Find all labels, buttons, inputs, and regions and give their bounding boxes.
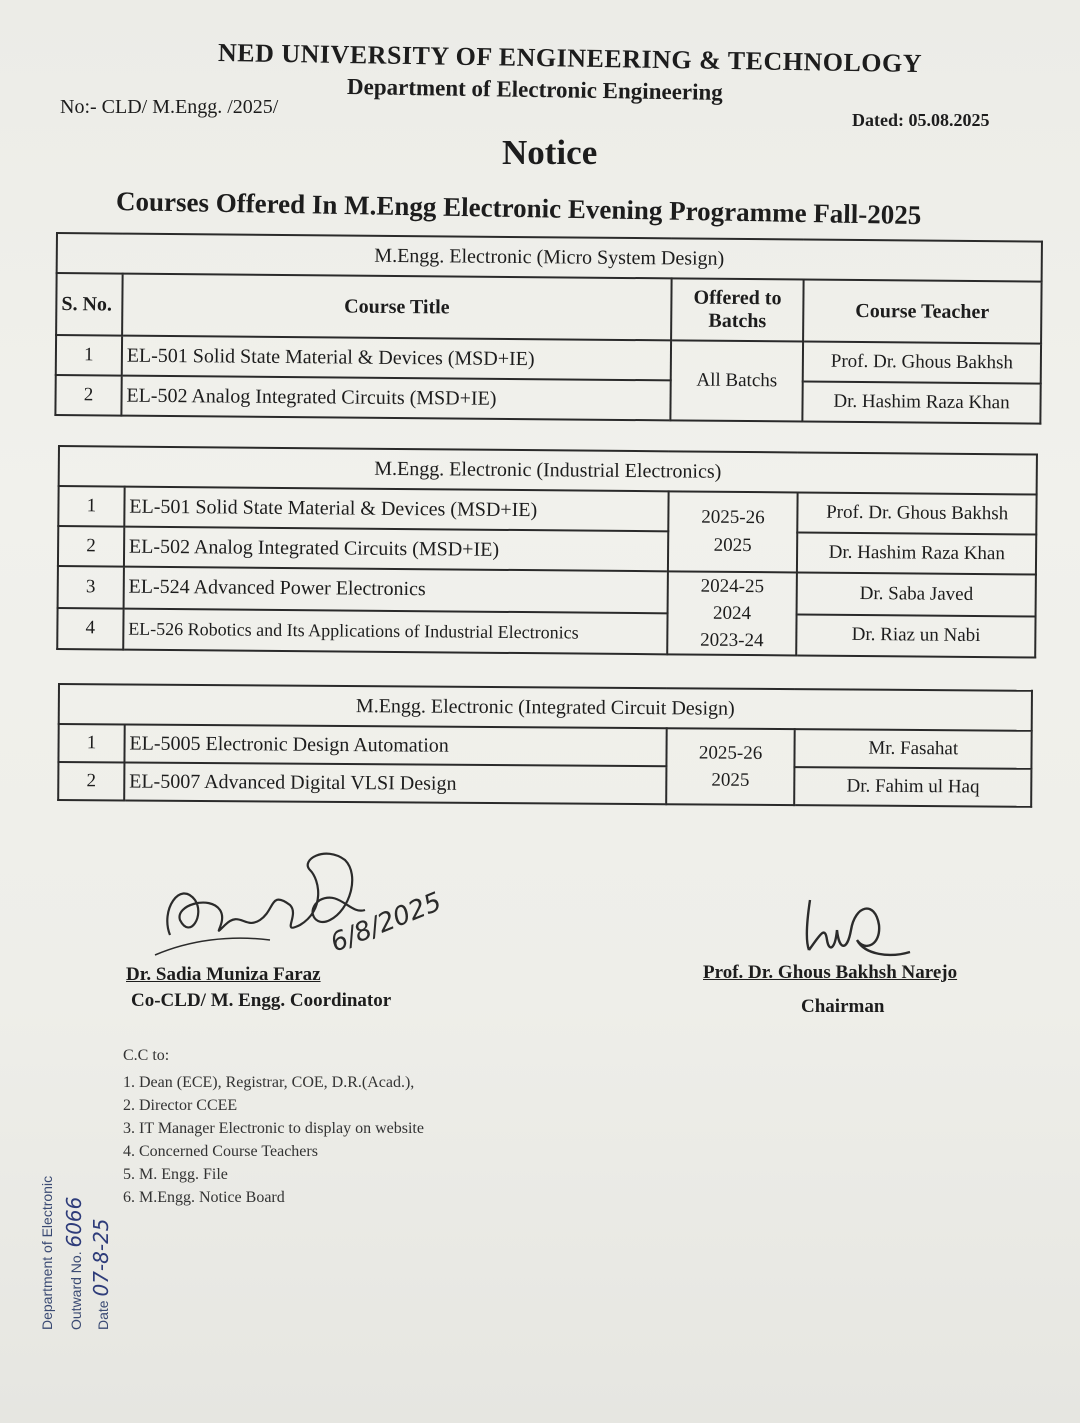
- list-item: 6. M.Engg. Notice Board: [123, 1189, 285, 1206]
- row-teacher: Prof. Dr. Ghous Bakhsh: [803, 342, 1041, 384]
- row-course-title: EL-5005 Electronic Design Automation: [124, 724, 666, 766]
- stamp-outward-label: Outward No.: [68, 1251, 84, 1330]
- stamp-outward-value: 6066: [62, 1196, 86, 1248]
- table-integrated-circuit-design: [57, 683, 1033, 808]
- courses-title: Courses Offered In M.Engg Electronic Evening Programme Fall-2025: [115, 186, 922, 231]
- row-course-title: EL-502 Analog Integrated Circuits (MSD+IE): [121, 376, 671, 421]
- coordinator-signature: [150, 840, 480, 960]
- row-sno: 2: [55, 375, 121, 416]
- list-item: 4. Concerned Course Teachers: [123, 1143, 318, 1160]
- row-teacher: Dr. Hashim Raza Khan: [802, 382, 1040, 424]
- department-name: Department of Electronic Engineering: [346, 74, 723, 105]
- chairman-name: Prof. Dr. Ghous Bakhsh Narejo: [703, 962, 958, 983]
- notice-title: Notice: [502, 133, 598, 172]
- chairman-role: Chairman: [801, 996, 885, 1017]
- stamp-date-row: [88, 1120, 115, 1330]
- list-item: 2. Director CCEE: [123, 1097, 238, 1114]
- row-course-title: EL-526 Robotics and Its Applications of Industrial Electronics: [123, 608, 667, 654]
- row-sno: 1: [58, 724, 124, 762]
- row-course-title: EL-502 Analog Integrated Circuits (MSD+IE): [124, 527, 668, 572]
- coordinator-role: Co-CLD/ M. Engg. Coordinator: [131, 990, 392, 1011]
- table-heading: M.Engg. Electronic (Integrated Circuit Design): [59, 684, 1032, 731]
- column-header-teacher: Course Teacher: [803, 280, 1042, 344]
- row-teacher: Dr. Riaz un Nabi: [797, 614, 1036, 658]
- row-teacher: Dr. Hashim Raza Khan: [797, 532, 1036, 574]
- table-micro-system-design: [54, 232, 1043, 425]
- cc-heading: C.C to:: [123, 1047, 170, 1064]
- table-heading: M.Engg. Electronic (Micro System Design): [57, 233, 1042, 282]
- row-course-title: EL-524 Advanced Power Electronics: [123, 567, 667, 613]
- row-course-title: EL-501 Solid State Material & Devices (MSD+IE): [124, 487, 668, 532]
- cc-list: [123, 1044, 424, 1209]
- row-course-title: EL-501 Solid State Material & Devices (MSD+IE): [122, 336, 672, 381]
- row-sno: 4: [57, 608, 123, 650]
- row-sno: 1: [58, 486, 124, 527]
- list-item: 5. M. Engg. File: [123, 1166, 228, 1183]
- outward-stamp: [34, 1120, 124, 1330]
- row-offered: 2024-25 2024 2023-24: [667, 571, 797, 655]
- coordinator-name: Dr. Sadia Muniza Faraz: [126, 964, 321, 985]
- handwritten-date: 6/8/2025: [326, 886, 446, 959]
- list-item: 1. Dean (ECE), Registrar, COE, D.R.(Acad.),: [123, 1074, 415, 1091]
- row-sno: 1: [56, 335, 122, 376]
- dated: Dated: 05.08.2025: [852, 110, 990, 130]
- stamp-outward-row: [61, 1120, 88, 1330]
- row-sno: 2: [58, 762, 124, 800]
- column-header-course-title: Course Title: [122, 274, 672, 341]
- column-header-sno: S. No.: [56, 273, 122, 336]
- row-teacher: Dr. Saba Javed: [797, 572, 1036, 616]
- table-industrial-electronics: [56, 445, 1038, 659]
- column-header-offered: Offered to Batchs: [671, 278, 803, 341]
- row-course-title: EL-5007 Advanced Digital VLSI Design: [124, 762, 666, 804]
- stamp-date-label: Date: [95, 1300, 111, 1330]
- row-teacher: Dr. Fahim ul Haq: [795, 767, 1032, 807]
- table-row: [57, 608, 1035, 658]
- row-teacher: Mr. Fasahat: [795, 729, 1032, 769]
- list-item: 3. IT Manager Electronic to display on website: [123, 1120, 424, 1137]
- table-heading: M.Engg. Electronic (Industrial Electronics): [59, 446, 1037, 495]
- row-sno: 2: [58, 526, 124, 567]
- stamp-date-value: 07-8-25: [89, 1218, 113, 1297]
- row-sno: 3: [58, 566, 124, 608]
- chairman-signature: [795, 880, 925, 970]
- row-offered: 2025-26 2025: [668, 491, 798, 572]
- table-row: [55, 375, 1040, 424]
- row-offered: All Batchs: [671, 340, 803, 421]
- university-name: NED UNIVERSITY OF ENGINEERING & TECHNOLOGY: [217, 38, 923, 79]
- row-teacher: Prof. Dr. Ghous Bakhsh: [798, 492, 1037, 534]
- row-offered: 2025-26 2025: [666, 728, 795, 805]
- reference-number: No:- CLD/ M.Engg. /2025/: [60, 96, 279, 118]
- table-row: [58, 762, 1031, 807]
- stamp-department: Department of Electronic: [39, 1175, 55, 1330]
